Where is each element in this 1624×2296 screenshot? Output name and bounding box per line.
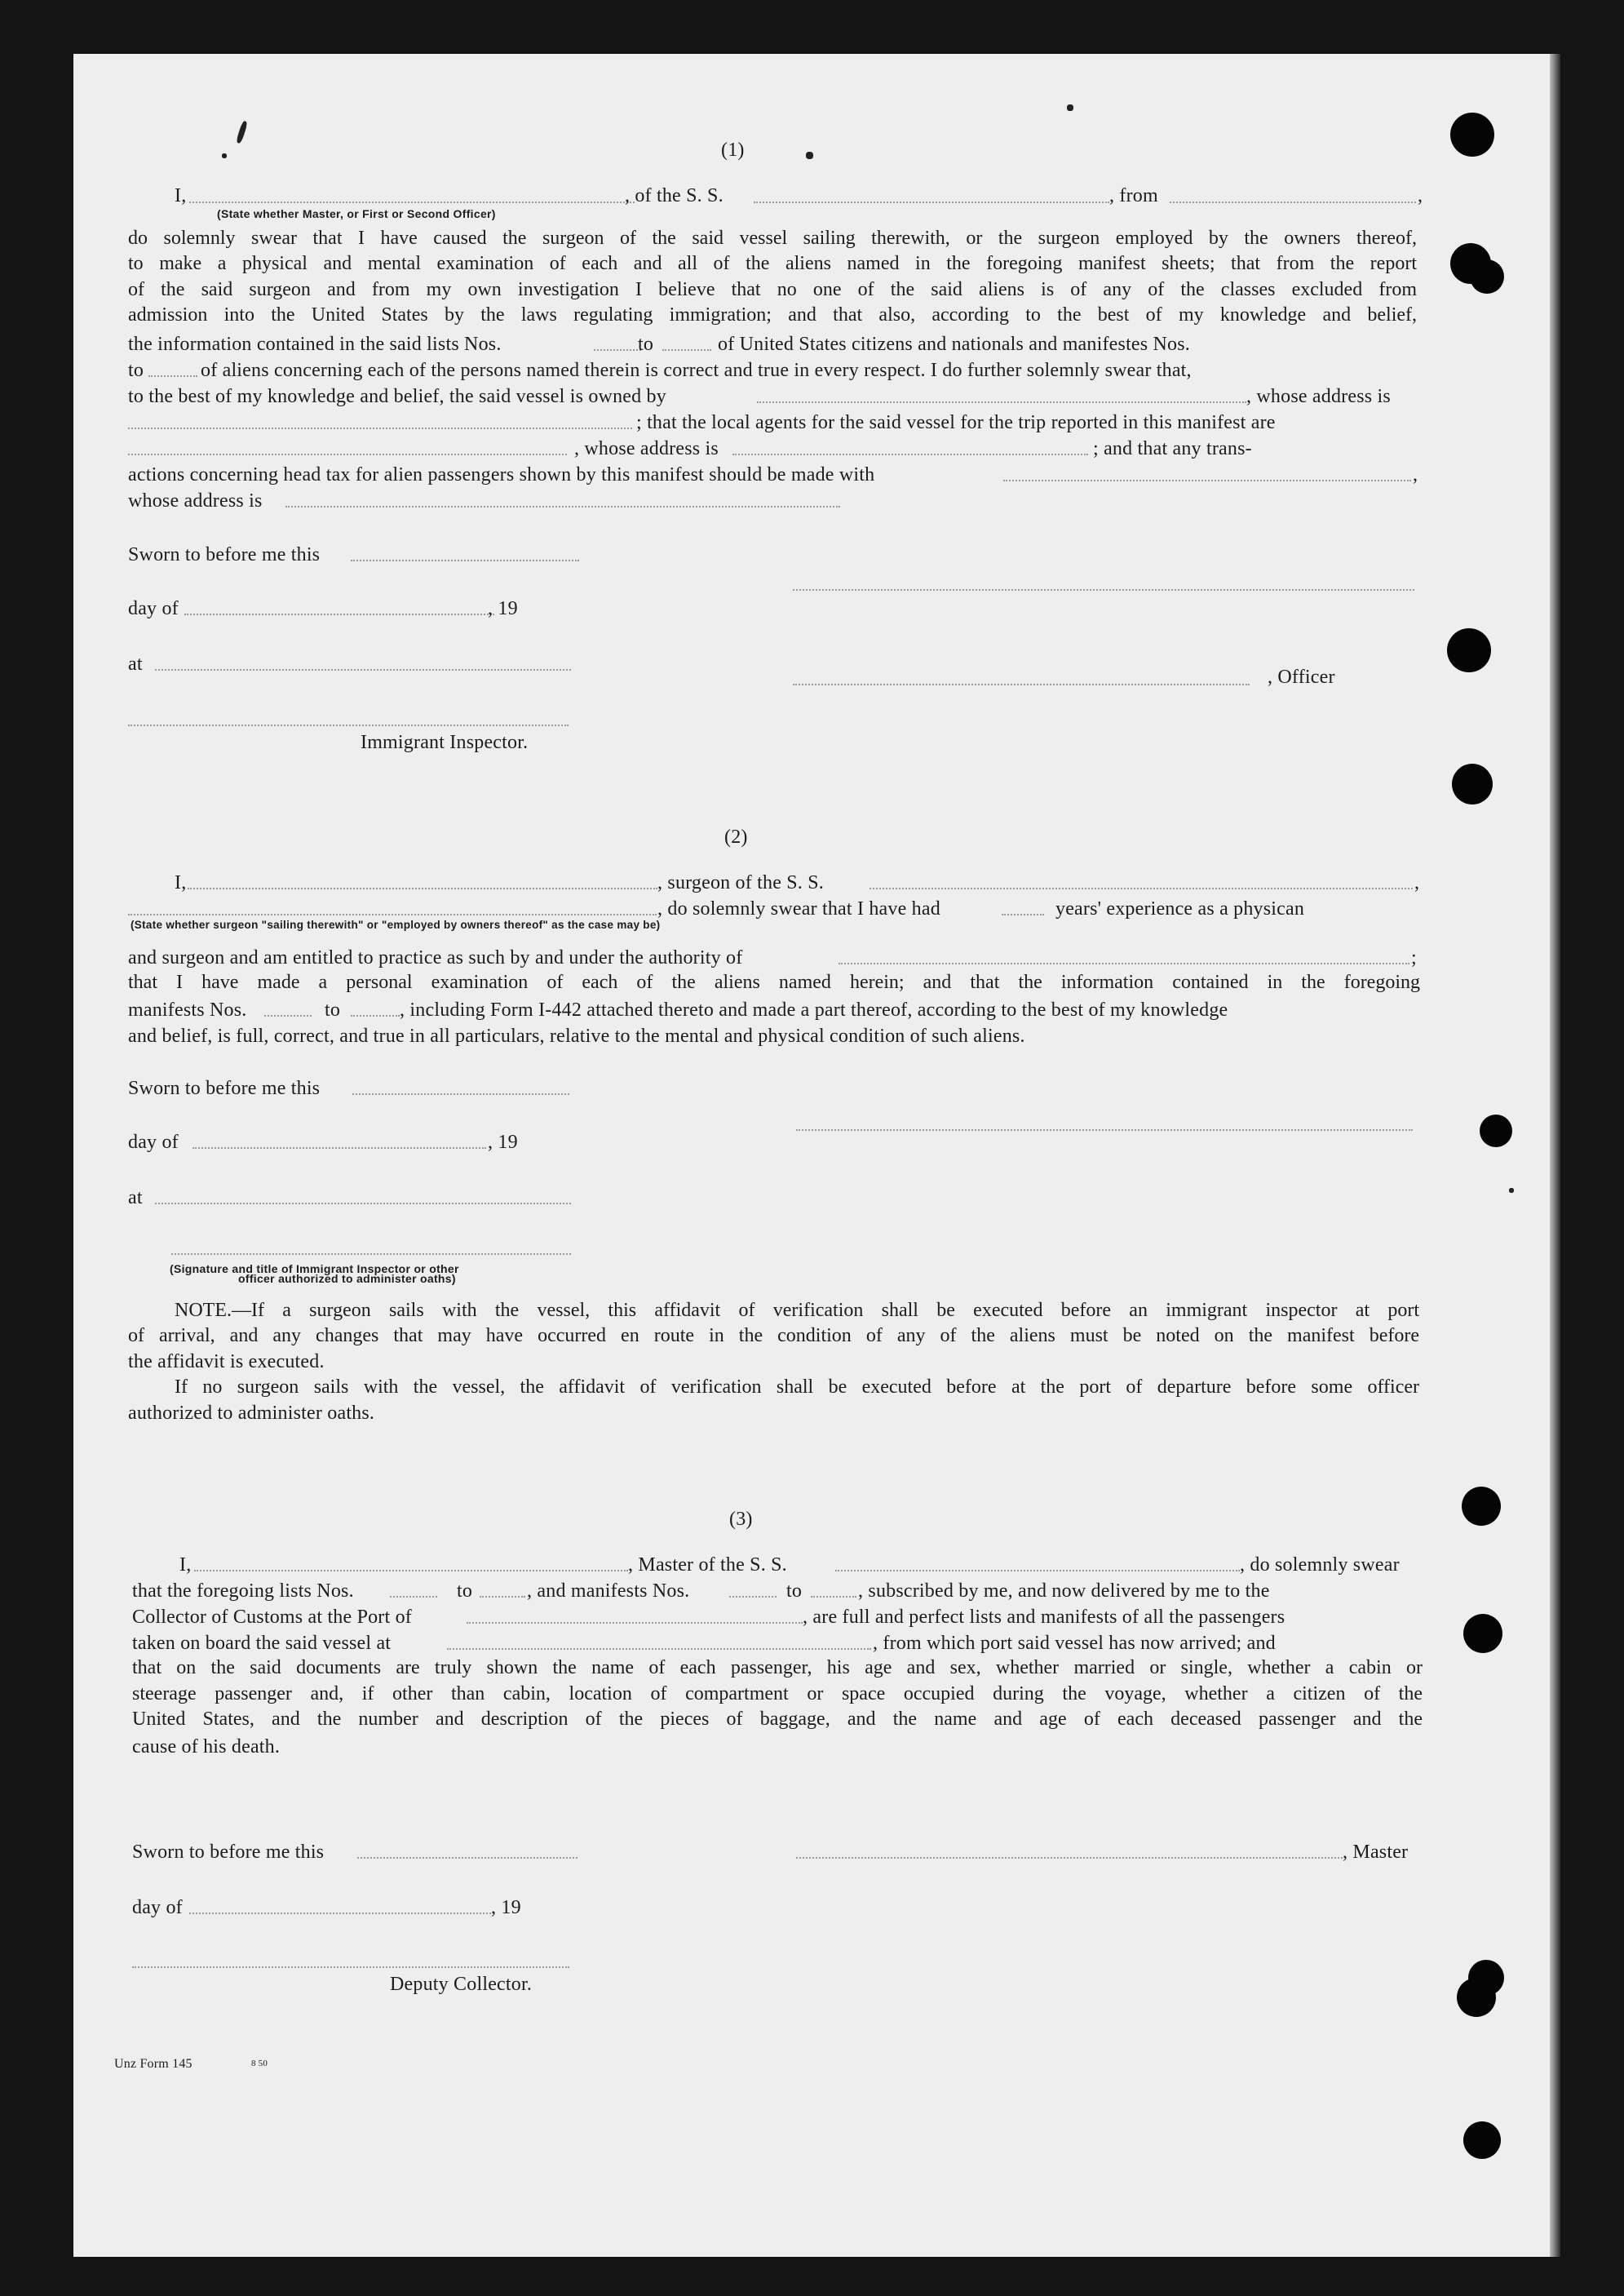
binder-hole	[1457, 1978, 1496, 2017]
s3-lists-c: , subscribed by me, and now delivered by me to the	[858, 1580, 1270, 1602]
s3-para-2: steerage passenger and, if other than cabin, location of compartment or space occupied during the voyage, whether a citizen of the	[132, 1683, 1423, 1704]
s1-from: , from	[1109, 185, 1158, 206]
s2-comma: ,	[1414, 872, 1420, 893]
s1-whose: whose address is	[128, 490, 263, 512]
s2-sworn-blank	[352, 1093, 569, 1095]
s2-authority-blank	[839, 963, 1409, 964]
ink-speck	[1509, 1188, 1514, 1193]
s3-lists-to2: to	[786, 1580, 803, 1602]
s1-para-1: do solemnly swear that I have caused the surgeon of the said vessel sailing therewith, or the surgeon employed by the owners thereof,	[128, 228, 1417, 249]
note-para-1-line-1: NOTE.—If a surgeon sails with the vessel, this affidavit of verification shall be executed before an immigrant inspector at port	[175, 1300, 1419, 1321]
s3-master-signature-blank	[796, 1857, 1343, 1859]
s1-sworn: Sworn to before me this	[128, 544, 321, 565]
note-para-2-line-2: authorized to administer oaths.	[128, 1403, 375, 1424]
s1-actions-comma: ,	[1413, 464, 1418, 485]
s2-surgeon-note: (State whether surgeon "sailing therewith" or "employed by owners thereof" as the case may be)	[131, 919, 661, 931]
s2-inspector-blank	[171, 1253, 571, 1255]
s2-manifests-a: manifests Nos.	[128, 1000, 247, 1021]
s1-para-4: admission into the United States by the laws regulating immigration; and that also, according to the best of my knowledge and belief,	[128, 304, 1417, 326]
s2-manifests-from-blank	[264, 1015, 312, 1017]
s2-i: I,	[175, 872, 187, 893]
s2-years-blank	[1002, 914, 1044, 915]
s1-aliens-blank	[148, 375, 197, 377]
s2-years: years' experience as a physican	[1055, 898, 1305, 920]
s1-sworn-blank	[351, 560, 579, 561]
s1-inspector-blank	[128, 725, 569, 726]
s3-lists-to-blank	[480, 1596, 525, 1598]
s1-para-2: to make a physical and mental examination of each and all of the aliens named in the foregoing manifest sheets; that from the report	[128, 253, 1417, 274]
ink-speck	[236, 121, 248, 144]
s3-sworn: Sworn to before me this	[132, 1842, 325, 1863]
s3-master: , Master of the S. S.	[628, 1554, 787, 1576]
s1-lists-b: of United States citizens and nationals and manifestes Nos.	[718, 334, 1190, 355]
s2-surgeon: , surgeon of the S. S.	[657, 872, 824, 893]
s2-day-blank	[192, 1147, 486, 1149]
s2-signature-blank	[796, 1129, 1413, 1131]
s1-owned-addr: , whose address is	[1246, 386, 1391, 407]
s1-aliens-to: to	[128, 360, 144, 381]
s2-sig-note-2: officer authorized to administer oaths)	[238, 1272, 456, 1285]
s1-owner-blank	[757, 401, 1246, 403]
ink-speck	[222, 153, 227, 158]
s2-sworn: Sworn to before me this	[128, 1078, 321, 1099]
s1-lists-to: to	[638, 334, 654, 355]
form-code: 8 50	[251, 2059, 268, 2068]
s2-year: , 19	[488, 1132, 518, 1153]
s3-port-blank	[467, 1622, 803, 1624]
section-3-number: (3)	[729, 1509, 753, 1530]
s3-collector-b: , are full and perfect lists and manifests of all the passengers	[803, 1607, 1285, 1628]
s3-taken-a: taken on board the said vessel at	[132, 1633, 392, 1654]
s2-authority: and surgeon and am entitled to practice as such by and under the authority of	[128, 947, 743, 968]
s3-sworn-blank	[357, 1857, 577, 1859]
s1-i: I,	[175, 185, 187, 206]
binder-hole	[1452, 764, 1493, 804]
section-1-number: (1)	[721, 140, 745, 161]
s1-officer: , Officer	[1268, 667, 1335, 688]
s2-sig-note-1: (Signature and title of Immigrant Inspector or other	[170, 1262, 459, 1275]
binder-hole	[1480, 1115, 1512, 1147]
s1-headtax-blank	[1003, 480, 1411, 481]
s2-manifests-to-blank	[351, 1015, 400, 1017]
s2-manifests-b: , including Form I-442 attached thereto and made a part thereof, according to the best of my knowledge	[400, 1000, 1228, 1021]
s2-at-blank	[155, 1203, 571, 1204]
s3-collector-a: Collector of Customs at the Port of	[132, 1607, 412, 1628]
s1-vessel-blank	[754, 202, 1109, 203]
s1-owner-address-blank	[128, 428, 632, 429]
s1-at: at	[128, 654, 143, 675]
s3-swear: , do solemnly swear	[1240, 1554, 1400, 1576]
s3-taken-blank	[447, 1648, 871, 1650]
note-para-1-line-3: the affidavit is executed.	[128, 1351, 325, 1372]
s1-of-ss: , of the S. S.	[625, 185, 723, 206]
s3-day-blank	[189, 1913, 491, 1914]
s1-para-3: of the said surgeon and from my own investigation I believe that no one of the said aliens is of any of the classes excluded from	[128, 279, 1417, 300]
s1-headtax-address-blank	[285, 506, 840, 508]
s1-signature-blank	[793, 589, 1414, 591]
s2-exam: that I have made a personal examination of each of the aliens named herein; and that the information contained in the foregoing	[128, 972, 1420, 993]
s1-agents: ; that the local agents for the said vessel for the trip reported in this manifest are	[636, 412, 1276, 433]
ink-speck	[806, 152, 813, 159]
s1-aliens-text: of aliens concerning each of the persons named therein is correct and true in every respect. I do further solemnly swear that,	[201, 360, 1192, 381]
manifest-verification-form	[73, 54, 1550, 2257]
s3-deputy-blank	[132, 1966, 569, 1968]
section-2-number: (2)	[724, 827, 748, 848]
binder-hole	[1462, 1487, 1501, 1526]
s1-from-blank	[1170, 202, 1416, 203]
s3-year: , 19	[491, 1897, 521, 1918]
s1-agents-address-blank	[732, 454, 1088, 455]
s3-deputy: Deputy Collector.	[390, 1974, 533, 1995]
s3-lists-from-blank	[390, 1596, 437, 1598]
s2-day-of: day of	[128, 1132, 179, 1153]
s1-officer-blank	[189, 202, 635, 203]
binder-hole	[1447, 628, 1491, 672]
s3-taken-b: , from which port said vessel has now arrived; and	[873, 1633, 1276, 1654]
s2-at: at	[128, 1187, 143, 1208]
s3-lists-a: that the foregoing lists Nos.	[132, 1580, 354, 1602]
s1-lists-to-blank	[662, 349, 711, 351]
s3-para-3: United States, and the number and description of the pieces of baggage, and the name and age of each deceased passenger and the	[132, 1709, 1423, 1730]
binder-hole	[1470, 259, 1504, 294]
s3-lists-b: , and manifests Nos.	[527, 1580, 690, 1602]
s1-day-blank	[184, 614, 494, 615]
s3-manifests-from-blank	[729, 1596, 777, 1598]
s2-surgeon-blank	[188, 888, 657, 889]
s1-owned-text: to the best of my knowledge and belief, the said vessel is owned by	[128, 386, 666, 407]
binder-hole	[1463, 2121, 1501, 2159]
binder-hole	[1463, 1614, 1502, 1653]
s3-lists-to1: to	[457, 1580, 473, 1602]
s1-actions: actions concerning head tax for alien passengers shown by this manifest should be made with	[128, 464, 875, 485]
s1-lists-from-blank	[594, 349, 641, 351]
s3-vessel-blank	[835, 1570, 1240, 1571]
ink-speck	[1067, 104, 1073, 111]
s1-trans: ; and that any trans-	[1093, 438, 1252, 459]
s2-swear: , do solemnly swear that I have had	[657, 898, 940, 920]
s1-officer-signature-blank	[793, 684, 1250, 685]
form-number: Unz Form 145	[114, 2057, 192, 2071]
s1-master-note: (State whether Master, or First or Second Officer)	[217, 207, 496, 220]
s3-master-label: , Master	[1343, 1842, 1409, 1863]
s3-last: cause of his death.	[132, 1736, 281, 1757]
s2-semicolon: ;	[1411, 947, 1417, 968]
s1-inspector: Immigrant Inspector.	[361, 732, 529, 753]
s1-agents-blank	[128, 454, 567, 455]
s2-belief: and belief, is full, correct, and true in all particulars, relative to the mental and physical condition of such aliens.	[128, 1026, 1025, 1047]
note-para-1-line-2: of arrival, and any changes that may have occurred en route in the condition of any of the aliens must be noted on the manifest before	[128, 1325, 1419, 1346]
s2-type-blank	[128, 914, 657, 915]
s3-i: I,	[179, 1554, 192, 1576]
note-para-2-line-1: If no surgeon sails with the vessel, the affidavit of verification shall be executed before at the port of departure before some officer	[175, 1376, 1419, 1398]
binder-hole	[1450, 113, 1494, 157]
s3-manifests-to-blank	[811, 1596, 856, 1598]
s3-day-of: day of	[132, 1897, 183, 1918]
s1-comma: ,	[1418, 185, 1423, 206]
s1-at-blank	[155, 669, 571, 671]
s2-vessel-blank	[870, 888, 1413, 889]
s1-day-of: day of	[128, 598, 179, 619]
s1-lists-a: the information contained in the said lists Nos.	[128, 334, 502, 355]
s3-master-blank	[194, 1570, 628, 1571]
s1-addr2: , whose address is	[574, 438, 719, 459]
s2-manifests-to: to	[325, 1000, 341, 1021]
s1-year: , 19	[488, 598, 518, 619]
s3-para-1: that on the said documents are truly shown the name of each passenger, his age and sex, whether married or single, whether a cabin or	[132, 1657, 1423, 1678]
